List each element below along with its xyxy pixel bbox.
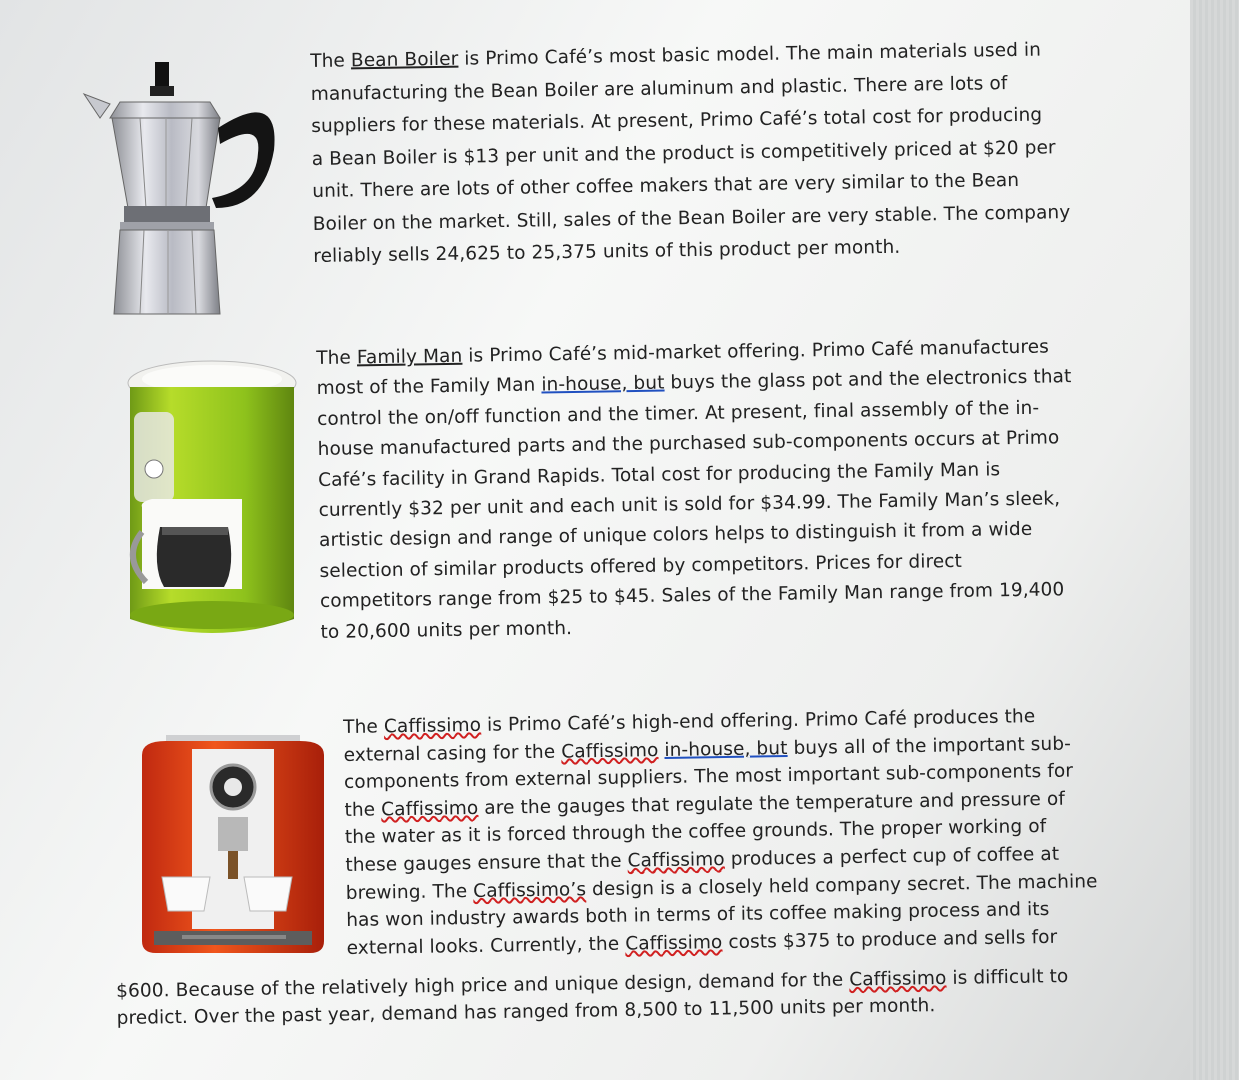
text-run: external looks. Currently, the (346, 933, 626, 959)
text-run: external casing for the (343, 741, 562, 766)
text-run: most of the Family Man (316, 374, 542, 400)
text-run: The (343, 716, 385, 738)
text-run: Boiler on the market. Still, sales of the Bean Boiler are very stable. The company (312, 201, 1071, 235)
text-run: these gauges ensure that the (345, 850, 628, 876)
text-run: selection of similar products offered by competitors. Prices for direct (319, 550, 963, 582)
text-run: predict. Over the past year, demand has ranged from 8,500 to 11,500 units per month. (116, 995, 936, 1029)
text-run: currently $32 per unit and each unit is sold for $34.99. The Family Man’s sleek, (318, 488, 1061, 522)
text-run: manufacturing the Bean Boiler are aluminum and plastic. There are lots of (310, 72, 1008, 105)
family-man-image (112, 357, 312, 647)
spellcheck-flagged-word: Caffissimo (625, 931, 723, 955)
text-run: produces a perfect cup of coffee at (724, 843, 1060, 870)
text-run: is Primo Café’s most basic model. The main materials used in (458, 39, 1042, 70)
text-run: components from external suppliers. The most important sub-components for (343, 760, 1074, 794)
text-run: The (310, 50, 352, 72)
caffissimo-paragraph (343, 702, 1099, 962)
product-name-underlined: Family Man (356, 345, 463, 369)
text-run: Café’s facility in Grand Rapids. Total cost for producing the Family Man is (317, 458, 1001, 491)
text-run: The (316, 347, 358, 369)
text-run: the (344, 799, 382, 821)
text-run: has won industry awards both in terms of its coffee making process and its (346, 899, 1050, 932)
text-run: $600. Because of the relatively high price and unique design, demand for the (116, 969, 850, 1002)
spellcheck-flagged-word: Caffissimo (383, 714, 482, 738)
caffissimo-image (138, 735, 328, 957)
family-man-paragraph (316, 332, 1075, 648)
text-run: competitors range from $25 to $45. Sales of the Family Man range from 19,400 (319, 579, 1065, 613)
text-run: brewing. The (345, 880, 474, 904)
text-run: buys the glass pot and the electronics that (664, 366, 1072, 394)
spellcheck-flagged-word: Caffissimo (380, 797, 479, 821)
spellcheck-flagged-word: Caffissimo (627, 848, 725, 872)
bean-boiler-image (80, 58, 290, 320)
text-run: the water as it is forced through the coffee grounds. The proper working of (344, 816, 1047, 849)
text-run: to 20,600 units per month. (320, 617, 573, 643)
text-run: suppliers for these materials. At present, Primo Café’s total cost for producing (311, 104, 1043, 137)
text-run: are the gauges that regulate the temperature and pressure of (478, 788, 1066, 819)
text-run: a Bean Boiler is $13 per unit and the product is competitively priced at $20 per (311, 136, 1056, 170)
text-run: costs $375 to produce and sells for (722, 926, 1058, 953)
text-run: reliably sells 24,625 to 25,375 units of this product per month. (313, 236, 901, 267)
grammar-flagged-phrase: in-house, but (664, 737, 788, 761)
text-run: is Primo Café’s high-end offering. Primo Café produces the (480, 706, 1036, 736)
text-run: control the on/off function and the timer. At present, final assembly of the in- (317, 397, 1040, 430)
bean-boiler-paragraph (310, 34, 1071, 273)
grammar-flagged-phrase: in-house, but (541, 372, 665, 396)
product-name-underlined: Bean Boiler (350, 48, 459, 72)
spellcheck-flagged-word: Caffissimo (561, 739, 659, 763)
text-run: is difficult to (946, 966, 1069, 989)
text-run: house manufactured parts and the purchased sub-components occurs at Primo (317, 427, 1060, 461)
text-run: design is a closely held company secret. The machine (585, 870, 1098, 900)
spellcheck-flagged-word: Caffissimo (849, 967, 947, 991)
spellcheck-flagged-word: Caffissimo’s (473, 878, 587, 902)
text-run: buys all of the important sub- (787, 733, 1072, 759)
text-run: unit. There are lots of other coffee makers that are very similar to the Bean (312, 169, 1020, 202)
text-run: is Primo Café’s mid-market offering. Primo Café manufactures (462, 336, 1050, 367)
page-edge (1190, 0, 1239, 1080)
text-run: artistic design and range of unique colors helps to distinguish it from a wide (318, 519, 1033, 552)
